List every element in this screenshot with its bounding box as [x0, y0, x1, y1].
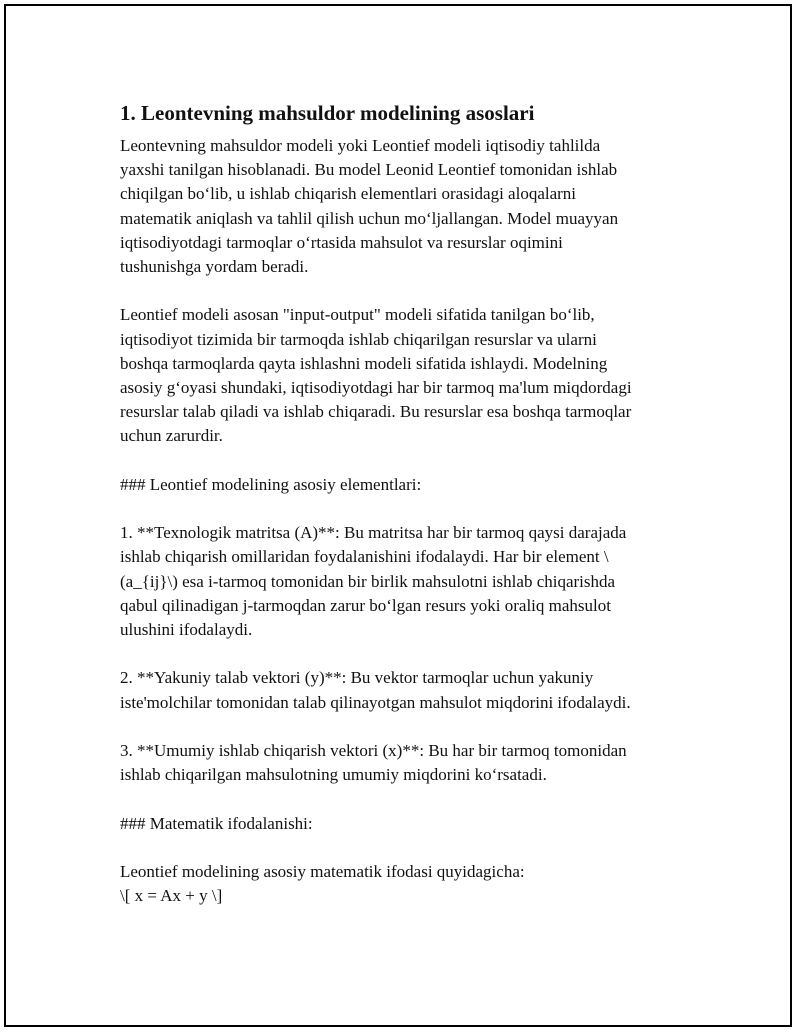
text-line: Leontief modelining asosiy matematik ifodasi quyidagicha:: [120, 861, 525, 881]
text-line: tushunishga yordam beradi.: [120, 257, 309, 277]
text-line: iqtisodiyotdagi tarmoqlar o‘rtasida mahsulot va resurslar oqimini: [120, 232, 563, 252]
text-line: 3. **Umumiy ishlab chiqarish vektori (x)**: Bu har bir tarmoq tomonidan: [120, 741, 627, 760]
document-title: 1. Leontevning mahsuldor modelining asoslari: [120, 101, 535, 125]
text-line: Leontevning mahsuldor modeli yoki Leontief modeli iqtisodiy tahlilda: [120, 136, 601, 155]
text-line: iste'molchilar tomonidan talab qilinayotgan mahsulot miqdorini ifodalaydi.: [120, 692, 631, 712]
text-line: ishlab chiqarilgan mahsulotning umumiy miqdorini ko‘rsatadi.: [120, 765, 547, 785]
text-line: Leontief modeli asosan "input-output" modeli sifatida tanilgan bo‘lib,: [120, 305, 595, 325]
text-line: chiqilgan bo‘lib, u ishlab chiqarish elementlari orasidagi aloqalarni: [120, 184, 577, 204]
formula-line: \[ x = Ax + y \]: [120, 886, 223, 906]
text-line: ishlab chiqarish omillaridan foydalanishini ifodalaydi. Har bir element \: [120, 547, 609, 567]
text-line: ### Leontief modelining asosiy elementlari:: [120, 474, 422, 494]
text-line: iqtisodiyot tizimida bir tarmoqda ishlab chiqarilgan resurslar va ularni: [120, 329, 597, 349]
input-output-paragraph: [120, 303, 690, 448]
math-heading: [120, 812, 690, 836]
list-item-final-demand: [120, 666, 690, 714]
text-line: 1. **Texnologik matritsa (A)**: Bu matritsa har bir tarmoq qaysi darajada: [120, 523, 627, 543]
intro-paragraph: [120, 134, 690, 279]
text-line: 2. **Yakuniy talab vektori (y)**: Bu vektor tarmoqlar uchun yakuniy: [120, 668, 594, 688]
formula-paragraph: [120, 860, 690, 908]
list-item-total-output: [120, 739, 690, 787]
document-page: [4, 4, 792, 1027]
text-line: uchun zarurdir.: [120, 426, 223, 446]
text-line: (a_{ij}\) esa i-tarmoq tomonidan bir birlik mahsulotni ishlab chiqarishda: [120, 571, 616, 591]
text-line: ### Matematik ifodalanishi:: [120, 813, 313, 833]
text-line: ulushini ifodalaydi.: [120, 620, 253, 640]
elements-heading: [120, 473, 690, 497]
text-line: qabul qilinadigan j-tarmoqdan zarur bo‘lgan resurs yoki oraliq mahsulot: [120, 595, 611, 615]
text-line: resurslar talab qiladi va ishlab chiqaradi. Bu resurslar esa boshqa tarmoqlar: [120, 402, 632, 422]
text-line: matematik aniqlash va tahlil qilish uchun mo‘ljallangan. Model muayyan: [120, 208, 619, 228]
document-content: [120, 99, 690, 908]
text-line: asosiy g‘oyasi shundaki, iqtisodiyotdagi har bir tarmoq ma'lum miqdordagi: [120, 378, 632, 398]
text-line: boshqa tarmoqlarda qayta ishlashni modeli sifatida ishlaydi. Modelning: [120, 353, 608, 373]
text-line: yaxshi tanilgan hisoblanadi. Bu model Leonid Leontief tomonidan ishlab: [120, 160, 618, 180]
list-item-technology-matrix: [120, 521, 690, 642]
